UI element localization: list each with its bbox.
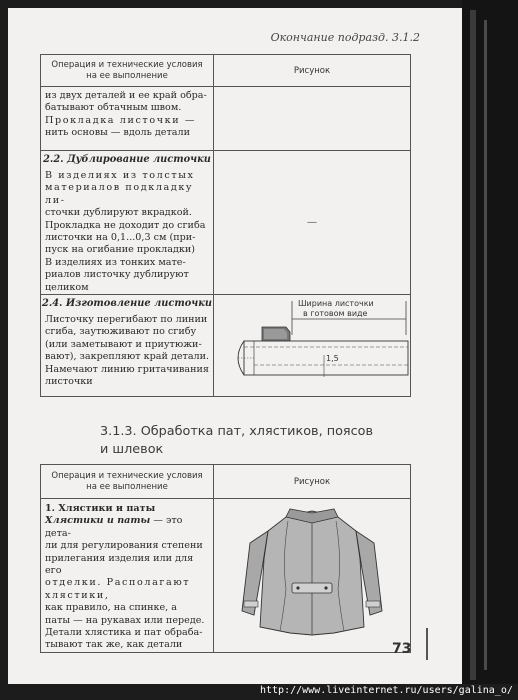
text-line: сточки дублируют вкрадкой. [45, 207, 192, 219]
table1-header-operation [41, 55, 214, 87]
text-line: Намечают линию гритачивания [45, 363, 209, 375]
text-line: отделки. Располагают хлястики, [45, 577, 191, 601]
text-line: Прокладка не доходит до сгиба [45, 219, 206, 231]
text-line: материалов подкладку ли- [45, 182, 194, 206]
text-line: (или заметывают и приутюжи- [45, 338, 202, 350]
text-line: ли для регулирования степени [45, 540, 203, 552]
table1-row3-text [41, 295, 214, 397]
text-line: Прокладка листочки — [45, 114, 197, 126]
header-line: на ее выполнение [86, 482, 168, 492]
page-number: 73 [392, 641, 412, 657]
spine-edge-inner [484, 20, 487, 670]
subsection-title: 1. Хлястики и паты [45, 503, 156, 514]
text-line: Листочку перегибают по линии [45, 314, 208, 326]
coat-back-diagram [214, 499, 410, 641]
header-line: на ее выполнение [86, 71, 168, 81]
text-line: сгиба, заутюживают по сгибу [45, 326, 197, 338]
page-number-rule [426, 628, 428, 660]
spine-edge [470, 10, 476, 680]
text-line: из двух деталей и ее край обра- [45, 90, 207, 101]
text-line: как правило, на спинке, а [45, 602, 177, 614]
fig-label-finished: в готовом виде [303, 309, 368, 319]
text-line [45, 515, 210, 540]
lead-term: Хлястики и паты [45, 515, 151, 527]
operations-table-1 [40, 54, 411, 397]
text-line: В изделиях из толстых [45, 170, 195, 181]
section-title [100, 423, 400, 459]
subsection-title: 2.2. Дублирование листочки [43, 154, 211, 165]
subsection-title: 2.4. Изготовление листочки [42, 298, 212, 310]
section-title-line: 3.1.3. Обработка пат, хлястиков, поясов [100, 424, 374, 439]
table1-row2-figure [214, 151, 411, 295]
text-line: паты — на рукавах или переде. [45, 614, 205, 626]
header-figure-label: Рисунок [293, 477, 331, 487]
text-line: листочки [45, 376, 93, 388]
text-line: прилегания изделия или для его [45, 552, 194, 577]
text-line: целиком [45, 281, 89, 293]
table2-header-figure [214, 465, 411, 499]
text-line: батывают обтачным швом. [45, 102, 182, 114]
fig-label-width: Ширина листочки [298, 299, 374, 309]
table1-row3-figure [214, 295, 411, 397]
text-line: Детали хлястика и пат обраба- [45, 627, 203, 639]
table2-row1-text [41, 499, 214, 653]
text-line: нить основы — вдоль детали [45, 127, 190, 139]
table2-row1-figure [214, 499, 411, 653]
table1-row1-figure [214, 87, 411, 151]
source-url-watermark: http://www.liveinternet.ru/users/galina_o/ [260, 684, 518, 700]
fig-dimension-label: 1,5 [326, 354, 339, 364]
header-figure-label: Рисунок [293, 66, 331, 76]
lead-rest: — это дета- [45, 515, 183, 539]
header-line: Операция и технические условия [51, 471, 203, 481]
text-line: тывают так же, как детали [45, 639, 183, 651]
text-line: В изделиях из тонких мате- [45, 256, 186, 268]
section-title-line: и шлевок [100, 442, 164, 457]
table2-header-operation [41, 465, 214, 499]
pocket-flap-diagram [214, 295, 410, 395]
text-line: риалов листочку дублируют [45, 269, 189, 281]
text-line: пуск на огибание прокладки) [45, 244, 195, 256]
table1-row2-text [41, 151, 214, 295]
table1-header-figure [214, 55, 411, 87]
empty-figure-dash: — [307, 217, 317, 229]
text-line: листочки на 0,1...0,3 см (при- [45, 232, 196, 244]
running-head: Окончание подразд. 3.1.2 [270, 31, 420, 44]
operations-table-2 [40, 464, 411, 653]
text-line: вают), закрепляют край детали. [45, 351, 210, 363]
header-line: Операция и технические условия [51, 60, 203, 70]
table1-row1-text [41, 87, 214, 151]
